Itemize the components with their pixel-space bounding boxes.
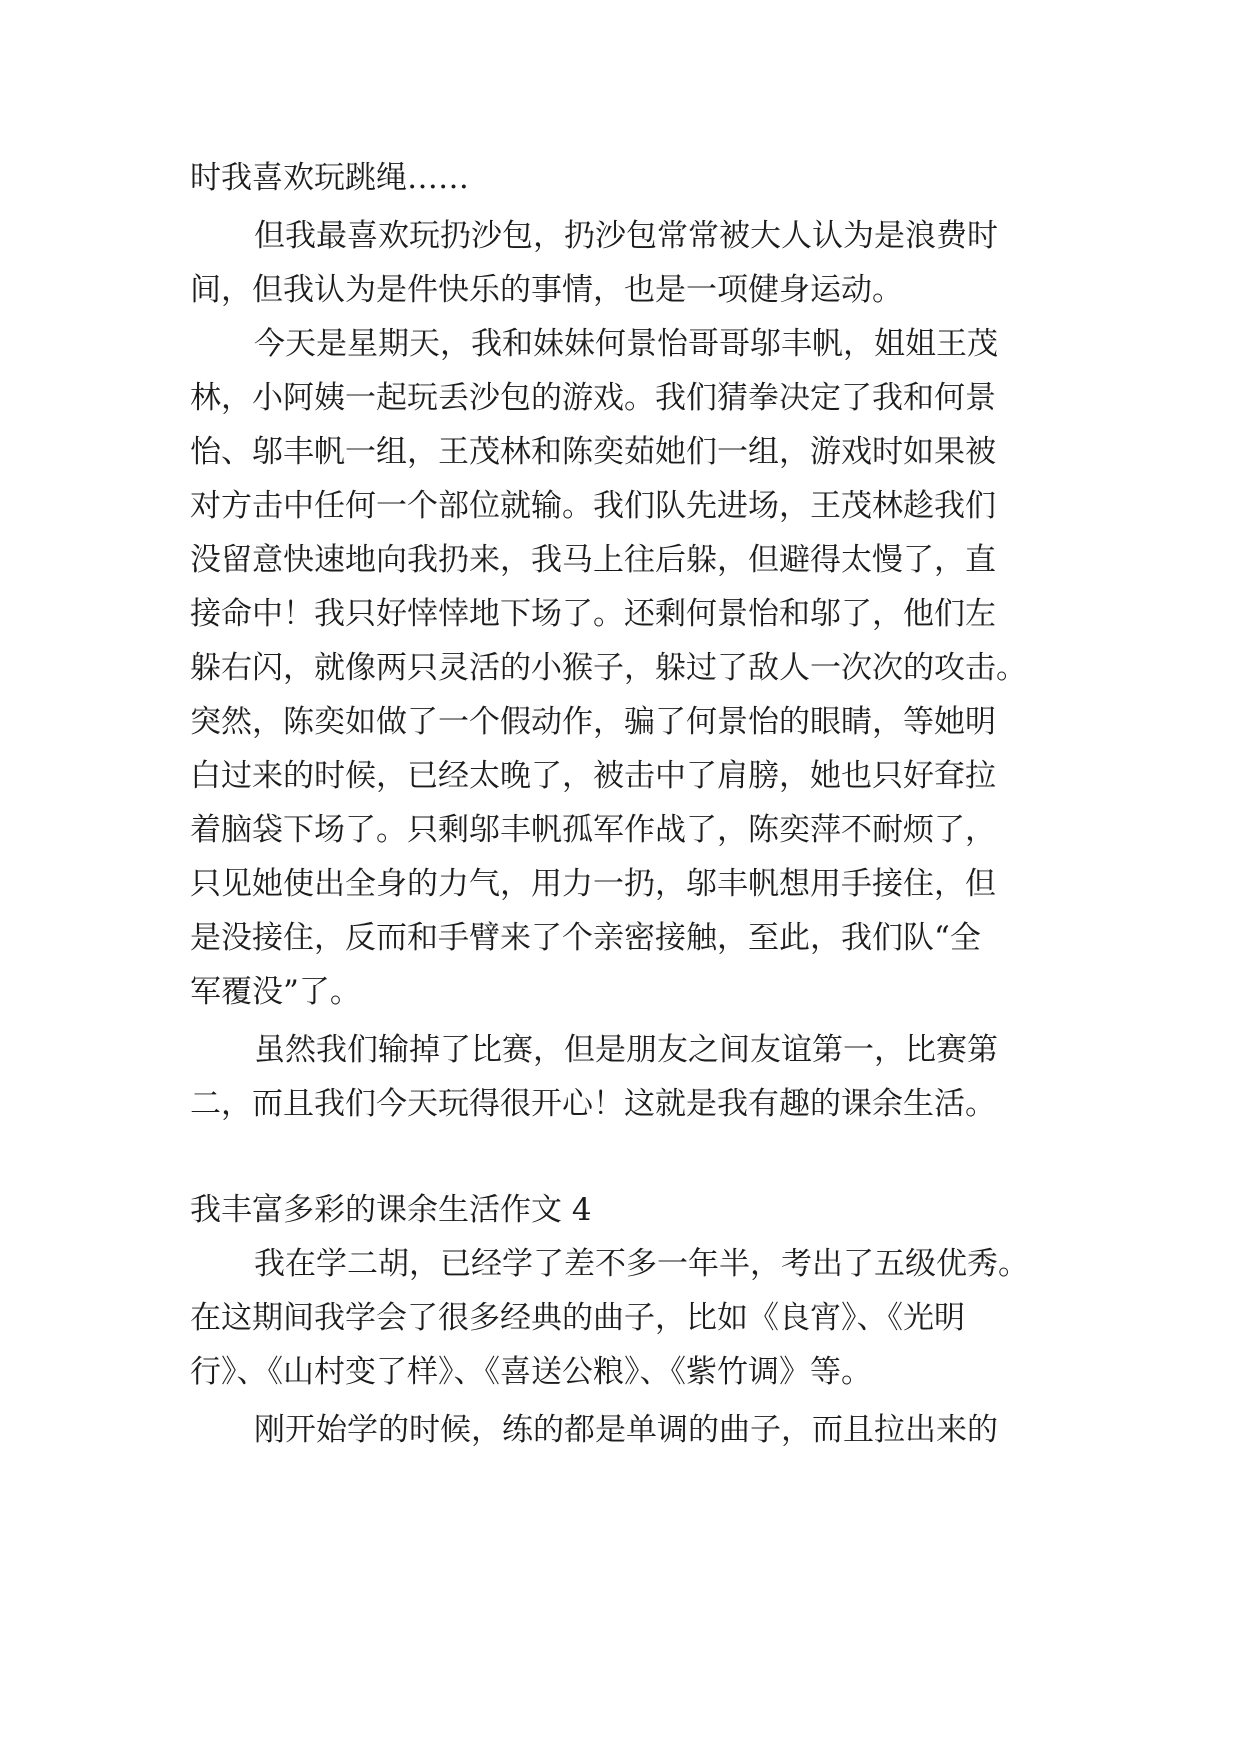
text-line: 突然，陈奕如做了一个假动作，骗了何景怡的眼睛，等她明 [190, 704, 996, 740]
paragraph-start-line: 虽然我们输掉了比赛，但是朋友之间友谊第一，比赛第 [254, 1032, 998, 1068]
text-line: 没留意快速地向我扔来，我马上往后躲，但避得太慢了，直 [190, 542, 996, 578]
text-line: 二，而且我们今天玩得很开心！这就是我有趣的课余生活。 [190, 1086, 996, 1122]
text-line: 军覆没”了。 [190, 974, 361, 1010]
text-line: 时我喜欢玩跳绳…… [190, 160, 469, 196]
text-line: 怡、邬丰帆一组，王茂林和陈奕茹她们一组，游戏时如果被 [190, 434, 996, 470]
text-line: 躲右闪，就像两只灵活的小猴子，躲过了敌人一次次的攻击。 [190, 650, 1027, 686]
text-line: 对方击中任何一个部位就输。我们队先进场，王茂林趁我们 [190, 488, 996, 524]
text-line: 行》、《山村变了样》、《喜送公粮》、《紫竹调》等。 [190, 1354, 872, 1390]
text-line: 白过来的时候，已经太晚了，被击中了肩膀，她也只好耷拉 [190, 758, 996, 794]
text-line: 林，小阿姨一起玩丢沙包的游戏。我们猜拳决定了我和何景 [190, 380, 996, 416]
paragraph-start-line: 但我最喜欢玩扔沙包，扔沙包常常被大人认为是浪费时 [254, 218, 998, 254]
paragraph-start-line: 今天是星期天，我和妹妹何景怡哥哥邬丰帆，姐姐王茂 [254, 326, 998, 362]
text-line: 只见她使出全身的力气，用力一扔，邬丰帆想用手接住，但 [190, 866, 996, 902]
section-heading: 我丰富多彩的课余生活作文 4 [190, 1192, 592, 1228]
paragraph-start-line: 刚开始学的时候，练的都是单调的曲子，而且拉出来的 [254, 1412, 998, 1448]
text-line: 间，但我认为是件快乐的事情，也是一项健身运动。 [190, 272, 903, 308]
text-line: 是没接住，反而和手臂来了个亲密接触，至此，我们队“全 [190, 920, 981, 956]
text-line: 接命中！我只好悻悻地下场了。还剩何景怡和邬了，他们左 [190, 596, 996, 632]
text-line: 着脑袋下场了。只剩邬丰帆孤军作战了，陈奕萍不耐烦了， [190, 812, 996, 848]
text-line: 在这期间我学会了很多经典的曲子，比如《良宵》、《光明 [190, 1300, 965, 1336]
paragraph-start-line: 我在学二胡，已经学了差不多一年半，考出了五级优秀。 [254, 1246, 1029, 1282]
